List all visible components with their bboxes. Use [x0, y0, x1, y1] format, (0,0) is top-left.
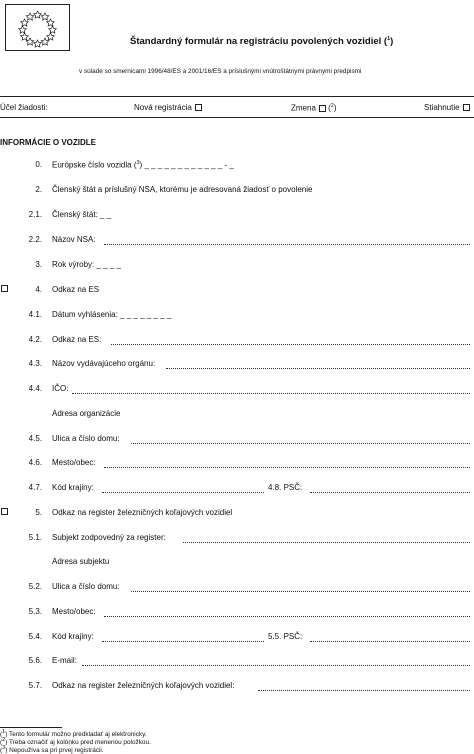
section-title: INFORMÁCIE O VOZIDLE — [0, 138, 96, 147]
street-input[interactable] — [131, 442, 470, 444]
ec-reference-input[interactable] — [111, 343, 470, 345]
purpose-option-new — [134, 103, 202, 112]
purpose-withdraw-checkbox[interactable] — [463, 104, 470, 111]
field-row-4-2 — [0, 335, 474, 347]
field-label: E-mail: — [52, 656, 77, 665]
field-label: Názov NSA: — [52, 235, 96, 244]
subject-city-input[interactable] — [104, 615, 470, 617]
company-id-input[interactable] — [72, 392, 470, 394]
field-number: 2. — [35, 185, 42, 194]
footnote-2: ($^2$) Treba označiť aj kolónku pred menenou položkou. — [0, 737, 151, 747]
footnote-text: Treba označiť aj kolónku pred menenou položkou. — [9, 739, 151, 747]
field-row-4 — [0, 285, 474, 297]
footnote-1: ($^1$) Tento formulár možno predkladať aj elektronicky. — [0, 729, 147, 739]
field-number: 5.6. — [28, 656, 42, 665]
field-label: Ulica a číslo domu: — [52, 434, 120, 443]
field-row-5-4 — [0, 632, 474, 644]
field-row-4-6 — [0, 458, 474, 470]
field-label-5-5 — [268, 632, 302, 641]
field-number: 3. — [35, 260, 42, 269]
year-input[interactable]: _ _ _ _ — [96, 260, 121, 269]
purpose-option-withdraw-label: Stiahnutie — [424, 103, 460, 112]
issuing-body-input[interactable] — [166, 367, 470, 369]
field-number: 5.1. — [28, 533, 42, 542]
field-number: 5. — [35, 508, 42, 517]
purpose-new-checkbox[interactable] — [195, 104, 202, 111]
field-label-text: Dátum vyhlásenia: — [52, 310, 118, 319]
subject-street-input[interactable] — [131, 590, 470, 592]
field-label — [52, 210, 111, 219]
field-number: 4.6. — [28, 458, 42, 467]
field-row-0 — [0, 160, 474, 172]
form-title-text: Štandardný formulár na registráciu povolených vozidiel — [130, 36, 382, 48]
field-label: Európske číslo vozidla ($^3$) _ _ _ _ _ _ _ _ _ _ _ _ - _ — [52, 160, 234, 170]
divider-top — [0, 96, 474, 97]
field-label: Odkaz na ES: — [52, 335, 102, 344]
field-row-5-6 — [0, 656, 474, 668]
footnote-text: Tento formulár možno predkladať aj elektronicky. — [9, 731, 147, 739]
field-row-5 — [0, 508, 474, 520]
purpose-option-withdraw — [424, 103, 470, 112]
org-address-heading: Adresa organizácie — [52, 409, 121, 418]
field-row-5-1 — [0, 533, 474, 545]
email-input[interactable] — [82, 664, 470, 666]
field-row-4-1 — [0, 310, 474, 322]
field-number: 4.7. — [28, 483, 42, 492]
vehicle-number-input[interactable]: _ _ _ _ _ _ _ _ _ _ _ _ - _ — [144, 160, 234, 170]
field-row-4-7 — [0, 483, 474, 495]
purpose-option-change-label: Zmena — [291, 103, 316, 113]
field-label: Mesto/obec: — [52, 607, 96, 616]
field-row-4-5 — [0, 434, 474, 446]
field-number: 4.1. — [28, 310, 42, 319]
change-footnote-mark: 2 — [330, 103, 334, 109]
field-number: 5.2. — [28, 582, 42, 591]
field-row-5-3 — [0, 607, 474, 619]
field-label: Názov vydávajúceho orgánu: — [52, 359, 156, 368]
purpose-option-new-label: Nová registrácia — [134, 103, 192, 112]
field-row-3 — [0, 260, 474, 272]
declaration-date-input[interactable]: _ _ _ _ _ _ _ _ — [120, 310, 172, 319]
city-input[interactable] — [104, 466, 470, 468]
field-number: 5.3. — [28, 607, 42, 616]
eu-stars-icon — [6, 5, 69, 50]
field-row-4-3 — [0, 359, 474, 371]
register-entity-input[interactable] — [183, 541, 470, 543]
field-row-2-2 — [0, 235, 474, 247]
field-number: 4.5. — [28, 434, 42, 443]
purpose-label: Účel žiadosti: — [0, 103, 48, 112]
field-number: 0. — [35, 160, 42, 169]
footnote-mark: 1 — [2, 729, 6, 735]
field-label: Mesto/obec: — [52, 458, 96, 467]
field-footnote-mark: 3 — [136, 160, 140, 166]
field-label — [52, 310, 171, 319]
footnote-3: ($^3$) Nepoužíva sa pri prvej registrácii. — [0, 745, 104, 754]
field-row-5-7 — [0, 681, 474, 693]
field-row-2 — [0, 185, 474, 197]
field-number: 5.5. — [268, 632, 282, 641]
field-label-text: PSČ: — [283, 483, 303, 492]
purpose-option-change: Zmena ($^2$) — [291, 103, 337, 113]
field-label: Kód krajiny: — [52, 483, 94, 492]
field-number: 4.4. — [28, 384, 42, 393]
field-number: 4.3. — [28, 359, 42, 368]
field-label-text: Členský štát: — [52, 210, 98, 219]
nsa-name-input[interactable] — [104, 243, 470, 245]
footnote-text: Nepoužíva sa pri prvej registrácii. — [9, 747, 104, 754]
field-number: 2.2. — [28, 235, 42, 244]
footnote-divider — [0, 727, 62, 728]
field-label-text: Rok výroby: — [52, 260, 95, 269]
subject-postcode-input[interactable] — [310, 640, 470, 642]
footnote-mark: 3 — [2, 745, 6, 751]
field-label: Ulica a číslo domu: — [52, 582, 120, 591]
country-code-input[interactable] — [102, 491, 264, 493]
field-label: Odkaz na ES — [52, 285, 100, 294]
member-state-input[interactable]: _ _ — [100, 210, 112, 219]
subject-address-heading: Adresa subjektu — [52, 557, 110, 566]
postcode-input[interactable] — [310, 491, 470, 493]
field-number: 4. — [35, 285, 42, 294]
register-reference-input[interactable] — [258, 689, 470, 691]
divider-bottom — [0, 117, 474, 118]
field-number: 5.4. — [28, 632, 42, 641]
field-label — [52, 260, 121, 269]
title-footnote-mark: 1 — [387, 36, 391, 42]
field-row-4-4 — [0, 384, 474, 396]
form-subtitle: v súlade so smernicami 1996/48/ES a 2001/16/ES a príslušnými vnútroštátnymi právnymi predpismi — [79, 68, 362, 75]
field-label: Členský štát a príslušný NSA, ktorému je adresovaná žiadosť o povolenie — [52, 185, 313, 194]
field-row-5-2 — [0, 582, 474, 594]
field-label: Odkaz na register železničných koľajových vozidiel: — [52, 681, 235, 690]
subject-country-code-input[interactable] — [102, 640, 264, 642]
field-row-2-1 — [0, 210, 474, 222]
field-label: Kód krajiny: — [52, 632, 94, 641]
field-label: Odkaz na register železničných koľajových vozidiel — [52, 508, 233, 517]
field-number: 2.1. — [28, 210, 42, 219]
field-label: IČO: — [52, 384, 69, 393]
subject-address-row — [0, 557, 474, 569]
field-label: Subjekt zodpovedný za register: — [52, 533, 166, 542]
form-title: Štandardný formulár na registráciu povolených vozidiel ($^1$) — [130, 36, 394, 48]
field-label-4-8 — [268, 483, 302, 492]
field-number: 4.8. — [268, 483, 282, 492]
eu-flag-logo — [5, 4, 70, 51]
field-label-text: Európske číslo vozidla — [52, 160, 132, 170]
footnote-mark: 2 — [2, 737, 6, 743]
field-number: 4.2. — [28, 335, 42, 344]
field-label-text: PSČ: — [283, 632, 303, 641]
field-number: 5.7. — [28, 681, 42, 690]
purpose-change-checkbox[interactable] — [319, 105, 326, 112]
org-address-row — [0, 409, 474, 421]
